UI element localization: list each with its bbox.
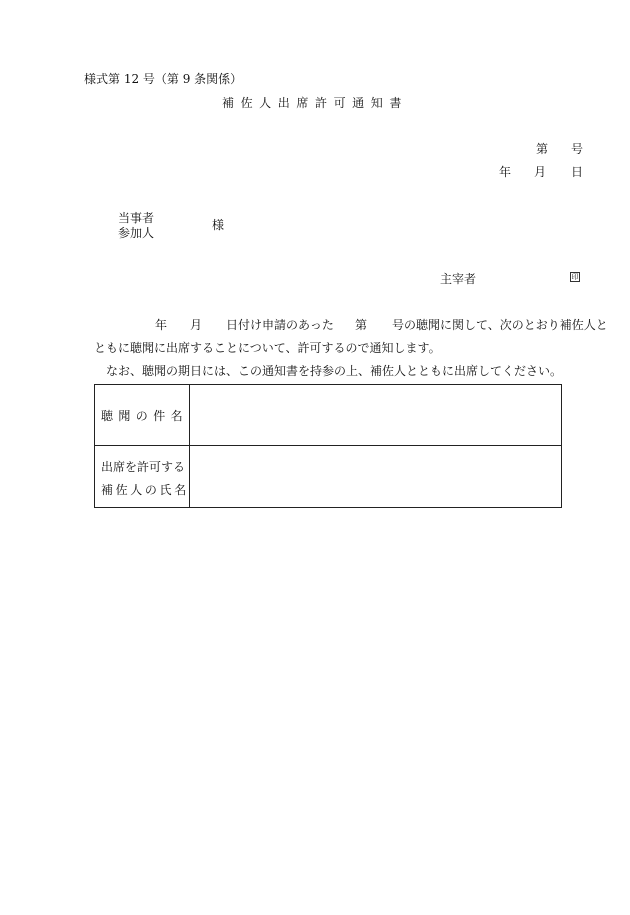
info-table bbox=[94, 384, 562, 508]
seal-icon: 印 bbox=[571, 273, 579, 281]
issue-date-month: 月 bbox=[534, 165, 547, 179]
hearing-subject-label-cell bbox=[95, 385, 190, 445]
document-title: 補佐人出席許可通知書 bbox=[221, 96, 408, 110]
table-row-assistant-name bbox=[95, 446, 561, 507]
hearing-subject-label: 聴聞の件名 bbox=[101, 409, 189, 423]
body-line2: ともに聴聞に出席することについて、許可するので通知します。 bbox=[94, 341, 441, 355]
body-line3: なお、聴聞の期日には、この通知書を持参の上、補佐人とともに出席してください。 bbox=[106, 364, 563, 378]
reference-number-suffix: 号 bbox=[571, 142, 584, 156]
assistant-name-label-line1: 出席を許可する bbox=[101, 460, 186, 474]
body-month: 月 bbox=[190, 318, 203, 332]
body-year: 年 bbox=[155, 318, 168, 332]
issue-date-year: 年 bbox=[499, 165, 512, 179]
assistant-name-label-line2: 補佐人の氏名 bbox=[101, 483, 189, 497]
assistant-name-value[interactable] bbox=[190, 446, 561, 507]
recipient-participant: 参加人 bbox=[118, 226, 155, 240]
issue-date-day: 日 bbox=[571, 165, 584, 179]
form-number: 様式第 12 号（第 9 条関係） bbox=[84, 72, 243, 86]
sender-label: 主宰者 bbox=[440, 272, 477, 286]
body-number-prefix: 第 bbox=[355, 318, 368, 332]
body-date-request: 日付け申請のあった bbox=[226, 318, 334, 332]
hearing-subject-value[interactable] bbox=[190, 385, 561, 445]
body-line1-rest: 号の聴聞に関して、次のとおり補佐人と bbox=[392, 318, 608, 332]
assistant-name-label-cell bbox=[95, 446, 190, 507]
recipient-honorific: 様 bbox=[212, 218, 225, 232]
recipient-party: 当事者 bbox=[118, 211, 155, 225]
table-row-hearing-subject bbox=[95, 385, 561, 446]
reference-number-prefix: 第 bbox=[536, 142, 549, 156]
